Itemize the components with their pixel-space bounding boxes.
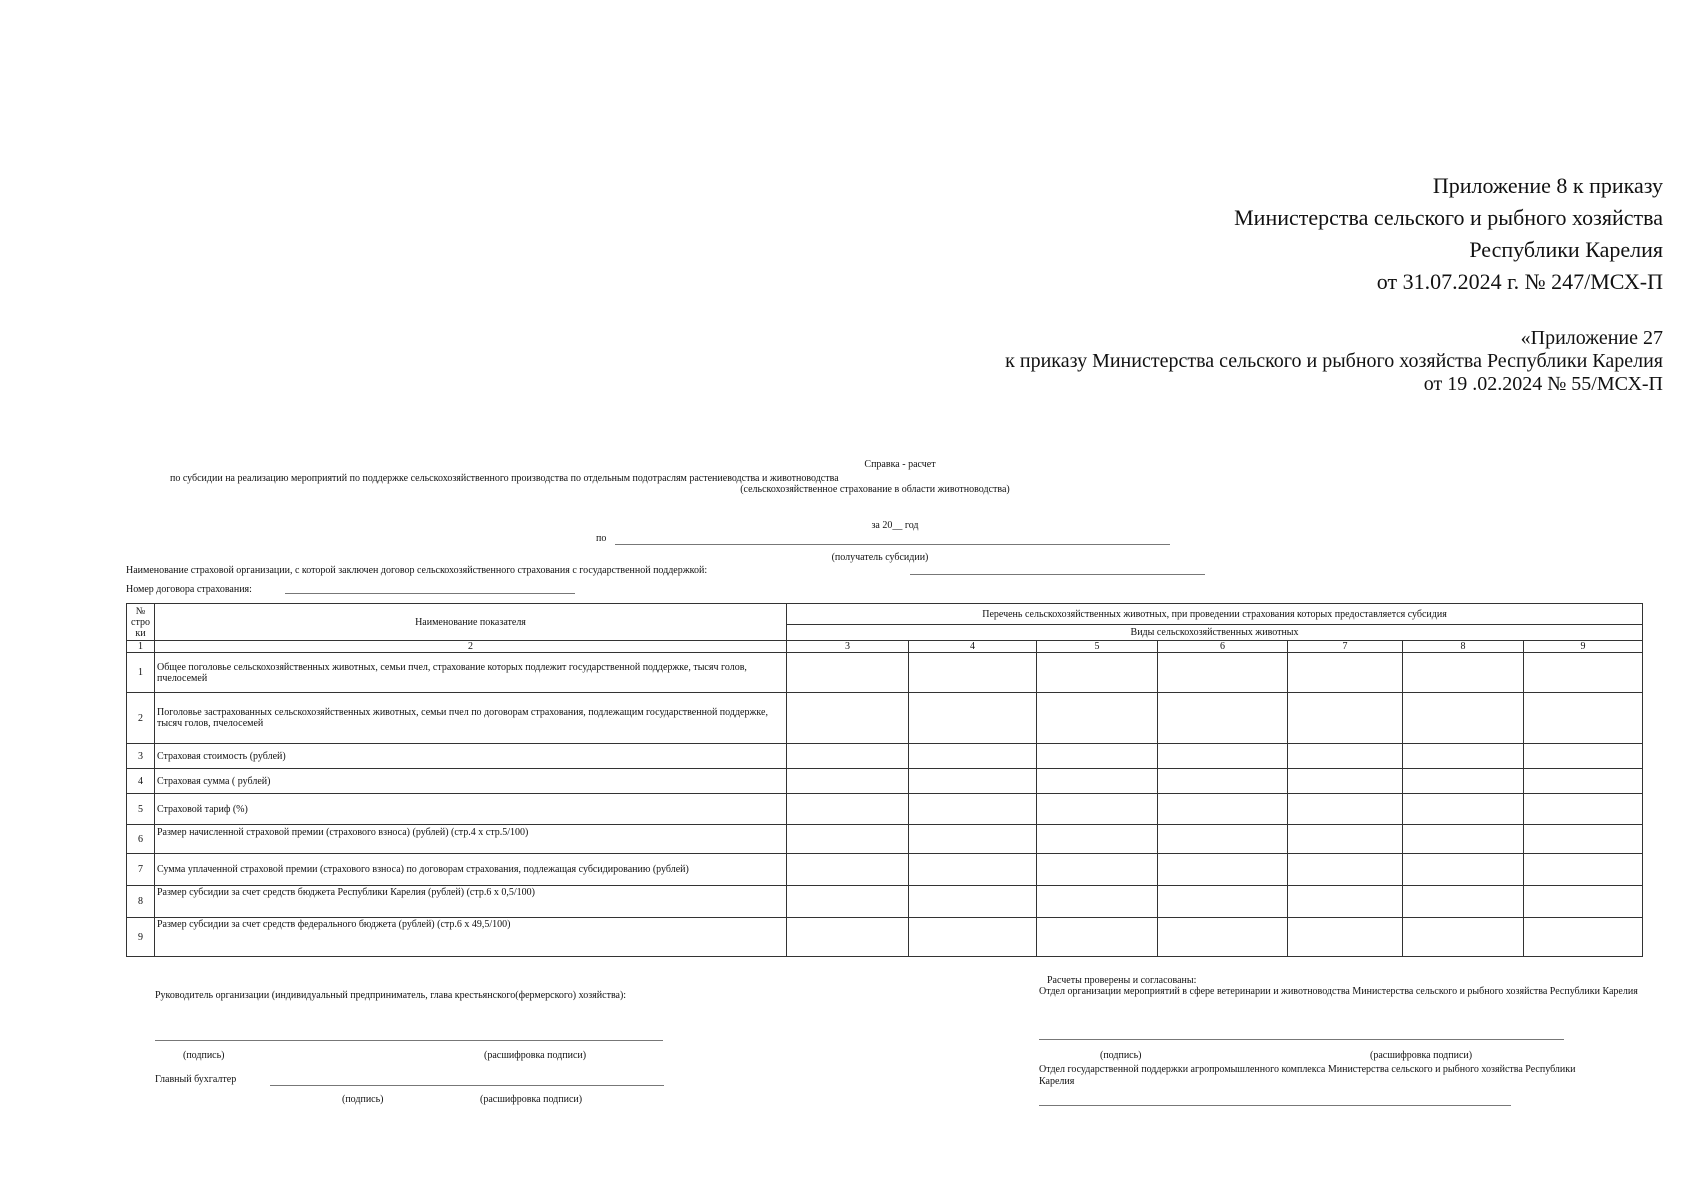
row-number: 9: [127, 918, 155, 957]
header-line-3: Республики Карелия: [1469, 237, 1663, 262]
row-number: 7: [127, 854, 155, 886]
value-cell[interactable]: [1037, 653, 1158, 693]
appendix-line-2: к приказу Министерства сельского и рыбного хозяйства Республики Карелия: [1005, 350, 1663, 372]
value-cell[interactable]: [1037, 918, 1158, 957]
value-cell[interactable]: [787, 744, 909, 769]
accountant-label: Главный бухгалтер: [155, 1074, 237, 1085]
value-cell[interactable]: [787, 918, 909, 957]
value-cell[interactable]: [1288, 653, 1403, 693]
value-cell[interactable]: [909, 825, 1037, 854]
value-cell[interactable]: [909, 886, 1037, 918]
table-row: [127, 854, 1643, 886]
value-cell[interactable]: [1403, 744, 1524, 769]
value-cell[interactable]: [1037, 854, 1158, 886]
appendix-line-1: «Приложение 27: [1520, 327, 1663, 349]
value-cell[interactable]: [1524, 854, 1643, 886]
header-row-number: № стро ки: [127, 604, 155, 641]
row-indicator: Страховая сумма ( рублей): [155, 769, 787, 794]
value-cell[interactable]: [909, 744, 1037, 769]
recipient-field[interactable]: [615, 532, 1170, 545]
insurer-field[interactable]: [910, 562, 1205, 575]
row-number: 6: [127, 825, 155, 854]
value-cell[interactable]: [1524, 653, 1643, 693]
header-line-1: Приложение 8 к приказу: [1432, 173, 1663, 198]
header-indicator-name: Наименование показателя: [155, 604, 787, 641]
value-cell[interactable]: [1158, 693, 1288, 744]
accountant-sign-caption: (подпись): [342, 1094, 384, 1105]
value-cell[interactable]: [1037, 886, 1158, 918]
dept-1-label: Отдел организации мероприятий в сфере ветеринарии и животноводства Министерства сельского и рыбного хозяйства Республики Карелия: [1039, 986, 1638, 997]
dept-1-signature-line[interactable]: [1039, 1038, 1564, 1040]
value-cell[interactable]: [1524, 769, 1643, 794]
value-cell[interactable]: [1037, 769, 1158, 794]
column-number: 2: [155, 641, 787, 653]
column-number: 4: [909, 641, 1037, 653]
value-cell[interactable]: [1037, 744, 1158, 769]
accountant-signature-line[interactable]: [270, 1084, 664, 1086]
value-cell[interactable]: [1288, 744, 1403, 769]
value-cell[interactable]: [1403, 693, 1524, 744]
accountant-decode-caption: (расшифровка подписи): [480, 1094, 583, 1105]
value-cell[interactable]: [1037, 693, 1158, 744]
value-cell[interactable]: [1403, 769, 1524, 794]
value-cell[interactable]: [1037, 825, 1158, 854]
row-number: 8: [127, 886, 155, 918]
value-cell[interactable]: [909, 693, 1037, 744]
document-title: Справка - расчет: [864, 459, 936, 470]
table-row: [127, 918, 1643, 957]
value-cell[interactable]: [1158, 886, 1288, 918]
dept-2-signature-line[interactable]: [1039, 1104, 1511, 1106]
table-row: [127, 653, 1643, 693]
row-number: 3: [127, 744, 155, 769]
value-cell[interactable]: [1403, 794, 1524, 825]
value-cell[interactable]: [787, 794, 909, 825]
column-number: 6: [1158, 641, 1288, 653]
value-cell[interactable]: [1158, 744, 1288, 769]
column-number: 8: [1403, 641, 1524, 653]
value-cell[interactable]: [1403, 918, 1524, 957]
value-cell[interactable]: [1158, 769, 1288, 794]
column-number: 9: [1524, 641, 1643, 653]
value-cell[interactable]: [1288, 854, 1403, 886]
value-cell[interactable]: [1524, 918, 1643, 957]
row-indicator: Страховой тариф (%): [155, 794, 787, 825]
value-cell[interactable]: [1288, 693, 1403, 744]
column-number-row: [127, 641, 1643, 653]
value-cell[interactable]: [1158, 653, 1288, 693]
row-indicator: Размер субсидии за счет средств бюджета Республики Карелия (рублей) (стр.6 х 0,5/100): [155, 886, 787, 918]
value-cell[interactable]: [787, 693, 909, 744]
order-header: [1234, 170, 1663, 298]
dept-1-decode-caption: (расшифровка подписи): [1370, 1050, 1473, 1061]
header-line-2: Министерства сельского и рыбного хозяйства: [1234, 205, 1663, 230]
insurer-label: Наименование страховой организации, с которой заключен договор сельскохозяйственного страхования с государственной поддержкой:: [126, 565, 708, 576]
value-cell[interactable]: [1158, 918, 1288, 957]
value-cell[interactable]: [909, 918, 1037, 957]
row-indicator: Общее поголовье сельскохозяйственных животных, семьи пчел, страхование которых подлежит государственной поддержке, тысяч голов, пчелосемей: [155, 653, 787, 693]
value-cell[interactable]: [1524, 886, 1643, 918]
value-cell[interactable]: [787, 769, 909, 794]
value-cell[interactable]: [1403, 653, 1524, 693]
recipient-caption: (получатель субсидии): [831, 552, 929, 563]
value-cell[interactable]: [909, 854, 1037, 886]
row-indicator: Поголовье застрахованных сельскохозяйственных животных, семьи пчел по договорам страхования, подлежащим государственной поддержке, тысяч голов, пчелосемей: [155, 693, 787, 744]
table-row: [127, 886, 1643, 918]
value-cell[interactable]: [787, 854, 909, 886]
dept-2-label: Отдел государственной поддержки агропромышленного комплекса Министерства сельского и рыбного хозяйства Республики Карелия: [1039, 1064, 1576, 1087]
value-cell[interactable]: [1524, 794, 1643, 825]
appendix-header: [1005, 327, 1663, 396]
value-cell[interactable]: [1288, 918, 1403, 957]
row-number: 2: [127, 693, 155, 744]
value-cell[interactable]: [909, 794, 1037, 825]
value-cell[interactable]: [1158, 794, 1288, 825]
header-animal-kinds: Виды сельскохозяйственных животных: [787, 625, 1643, 641]
value-cell[interactable]: [787, 825, 909, 854]
value-cell[interactable]: [1524, 693, 1643, 744]
header-line-4: от 31.07.2024 г. № 247/МСХ-П: [1376, 269, 1663, 294]
row-number: 4: [127, 769, 155, 794]
dept-1-sign-caption: (подпись): [1100, 1050, 1142, 1061]
row-number: 1: [127, 653, 155, 693]
head-sign-caption: (подпись): [183, 1050, 225, 1061]
value-cell[interactable]: [1158, 825, 1288, 854]
head-label: Руководитель организации (индивидуальный предприниматель, глава крестьянского(фермерского) хозяйства):: [155, 990, 627, 1001]
table-row: [127, 794, 1643, 825]
row-number: 5: [127, 794, 155, 825]
table-row: [127, 744, 1643, 769]
value-cell[interactable]: [787, 653, 909, 693]
title-line-1: по субсидии на реализацию мероприятий по поддержке сельскохозяйственного производства по отдельным подотраслям растениеводства и животноводства: [170, 473, 839, 484]
table-row: [127, 769, 1643, 794]
column-number: 7: [1288, 641, 1403, 653]
title-line-2: (сельскохозяйственное страхование в области животноводства): [740, 484, 1010, 495]
contract-label: Номер договора страхования:: [126, 584, 252, 595]
row-indicator: Размер субсидии за счет средств федерального бюджета (рублей) (стр.6 х 49,5/100): [155, 918, 787, 957]
value-cell[interactable]: [1288, 825, 1403, 854]
value-cell[interactable]: [909, 653, 1037, 693]
value-cell[interactable]: [1403, 854, 1524, 886]
value-cell[interactable]: [1288, 794, 1403, 825]
row-indicator: Страховая стоимость (рублей): [155, 744, 787, 769]
value-cell[interactable]: [909, 769, 1037, 794]
column-number: 3: [787, 641, 909, 653]
subsidy-table: [126, 603, 1643, 957]
checked-label: Расчеты проверены и согласованы:: [1047, 975, 1197, 986]
row-indicator: Сумма уплаченной страховой премии (страхового взноса) по договорам страхования, подлежащая субсидированию (рублей): [155, 854, 787, 886]
table-row: [127, 693, 1643, 744]
value-cell[interactable]: [1288, 769, 1403, 794]
value-cell[interactable]: [1403, 825, 1524, 854]
value-cell[interactable]: [1403, 886, 1524, 918]
recipient-prefix: по: [596, 533, 607, 544]
header-animal-list: Перечень сельскохозяйственных животных, при проведении страхования которых предоставляется субсидия: [787, 604, 1643, 625]
column-number: 5: [1037, 641, 1158, 653]
value-cell[interactable]: [1524, 825, 1643, 854]
title-year: за 20__ год: [871, 520, 919, 531]
head-decode-caption: (расшифровка подписи): [484, 1050, 587, 1061]
row-indicator: Размер начисленной страховой премии (страхового взноса) (рублей) (стр.4 х стр.5/100): [155, 825, 787, 854]
value-cell[interactable]: [1037, 794, 1158, 825]
contract-field[interactable]: [285, 581, 575, 594]
value-cell[interactable]: [1158, 854, 1288, 886]
column-number: 1: [127, 641, 155, 653]
value-cell[interactable]: [787, 886, 909, 918]
value-cell[interactable]: [1524, 744, 1643, 769]
value-cell[interactable]: [1288, 886, 1403, 918]
head-signature-line[interactable]: [155, 1039, 663, 1041]
appendix-line-3: от 19 .02.2024 № 55/МСХ-П: [1423, 373, 1663, 395]
table-row: [127, 825, 1643, 854]
